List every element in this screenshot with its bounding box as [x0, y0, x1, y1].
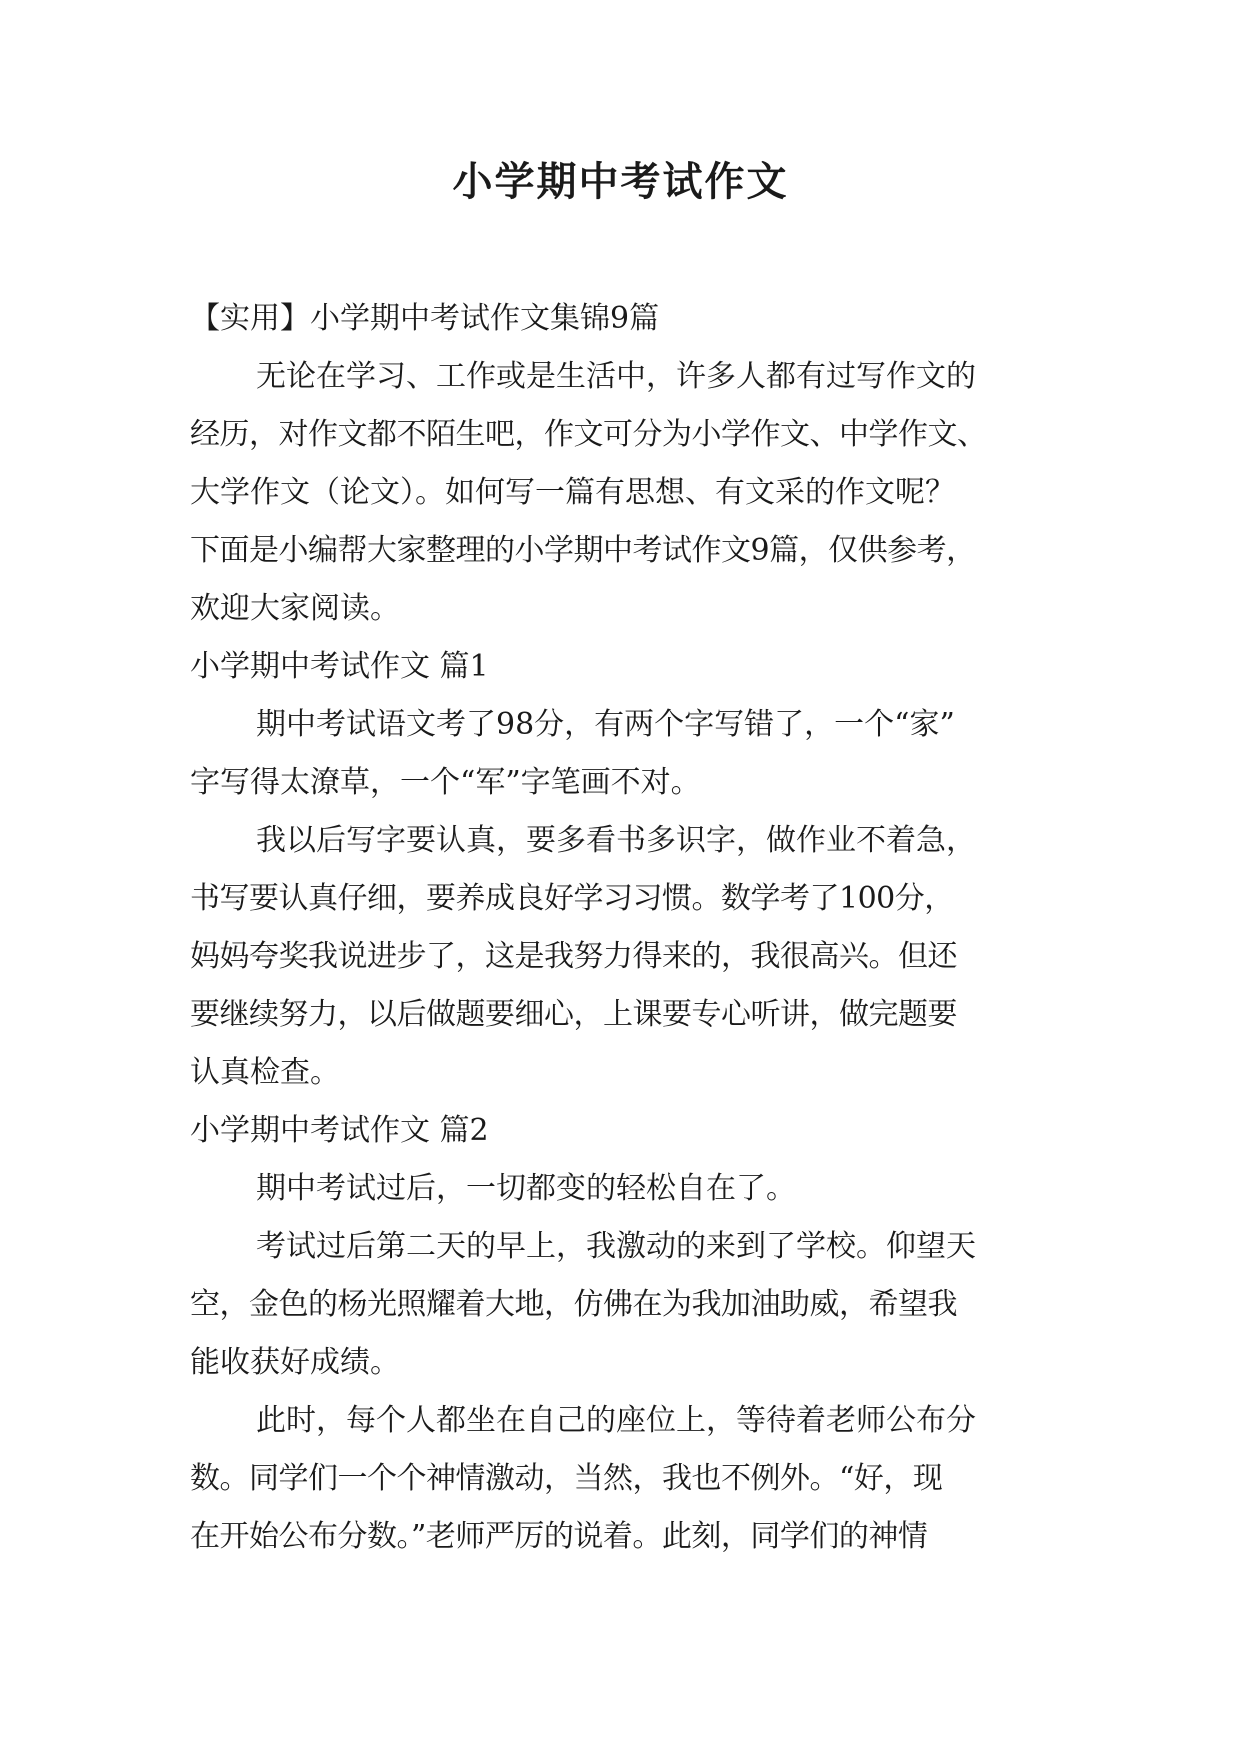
paragraph-line: 期中考试语文考了98分，有两个字写错了，一个“家” — [256, 707, 955, 742]
paragraph-line: 我以后写字要认真，要多看书多识字，做作业不着急， — [256, 823, 976, 858]
paragraph-line: 无论在学习、工作或是生活中，许多人都有过写作文的 — [256, 359, 976, 394]
section-heading: 小学期中考试作文 篇1 — [190, 649, 489, 684]
paragraph-line: 在开始公布分数。”老师严厉的说着。此刻，同学们的神情 — [190, 1519, 928, 1554]
paragraph-line: 能收获好成绩。 — [190, 1345, 400, 1380]
paragraph-line: 字写得太潦草，一个“军”字笔画不对。 — [190, 765, 701, 800]
document-body — [190, 290, 1060, 1566]
paragraph-line: 欢迎大家阅读。 — [190, 591, 400, 626]
subtitle-line: 【实用】小学期中考试作文集锦9篇 — [190, 301, 660, 336]
paragraph-line: 妈妈夸奖我说进步了，这是我努力得来的，我很高兴。但还 — [190, 939, 957, 974]
paragraph-line: 大学作文（论文）。如何写一篇有思想、有文采的作文呢？ — [190, 475, 955, 510]
paragraph-line: 数。同学们一个个神情激动，当然，我也不例外。“好，现 — [190, 1461, 943, 1496]
paragraph-line: 书写要认真仔细，要养成良好学习习惯。数学考了100分， — [190, 881, 954, 916]
paragraph-line: 认真检查。 — [190, 1055, 340, 1090]
paragraph-line: 空，金色的杨光照耀着大地，仿佛在为我加油助威，希望我 — [190, 1287, 957, 1322]
paragraph-line: 此时，每个人都坐在自己的座位上，等待着老师公布分 — [256, 1403, 976, 1438]
section-heading: 小学期中考试作文 篇2 — [190, 1113, 489, 1148]
page-title: 小学期中考试作文 — [452, 158, 789, 205]
paragraph-line: 期中考试过后，一切都变的轻松自在了。 — [256, 1171, 796, 1206]
paragraph-line: 考试过后第二天的早上，我激动的来到了学校。仰望天 — [256, 1229, 976, 1264]
paragraph-line: 下面是小编帮大家整理的小学期中考试作文9篇，仅供参考， — [190, 533, 976, 568]
paragraph-line: 要继续努力，以后做题要细心，上课要专心听讲，做完题要 — [190, 997, 957, 1032]
paragraph-line: 经历，对作文都不陌生吧，作文可分为小学作文、中学作文、 — [190, 417, 987, 452]
